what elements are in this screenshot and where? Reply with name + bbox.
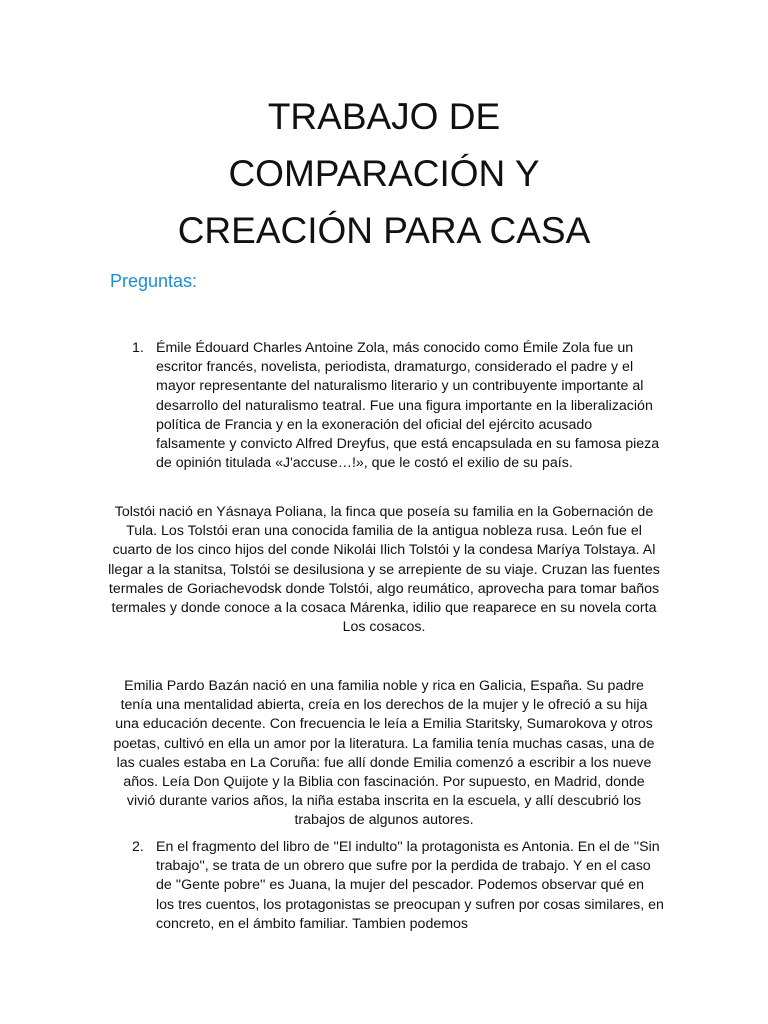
- document-title: [100, 88, 668, 259]
- paragraph-tolstoi: Tolstói nació en Yásnaya Poliana, la finca que poseía su familia en la Gobernación de Tula. Los Tolstói eran una conocida familia de la antigua nobleza rusa. León fue el cuarto de los cinco hijos del conde Nikolái Ilich Tolstói y la condesa Maríya Tolstaya. Al llegar a la stanitsa, Tolstói se desilusiona y se arrepiente de su viaje. Cruzan las fuentes termales de Goriachevodsk donde Tolstói, algo reumático, aprovecha para tomar baños termales y donde conoce a la cosaca Márenka, idilio que reaparece en su novela corta Los cosacos.: [108, 504, 660, 636]
- list-item-2-number: 2.: [132, 839, 144, 855]
- list-item-2-text: En el fragmento del libro de ''El indulto'' la protagonista es Antonia. En el de ''Sin trabajo'', se trata de un obrero que sufre por la perdida de trabajo. Y en el caso de ''Gente pobre'' es Juana, la mujer del pescador. Podemos observar qué en los tres cuentos, los protagonistas se preocupan y sufren por cosas similares, en concreto, en el ámbito familiar. Tambien podemos: [156, 839, 664, 932]
- list-item-1-number: 1.: [132, 340, 144, 356]
- paragraph-pardo-bazan: Emilia Pardo Bazán nació en una familia noble y rica en Galicia, España. Su padre tenía una mentalidad abierta, creía en los derechos de la mujer y le ofreció a su hija una educación decente. Con frecuencia le leía a Emilia Staritsky, Sumarokova y otros poetas, cultivó en ella un amor por la literatura. La familia tenía muchas casas, una de las cuales estaba en La Coruña: fue allí donde Emilia comenzó a escribir a los nueve años. Leía Don Quijote y la Biblia con fascinación. Por supuesto, en Madrid, donde vivió durante varios años, la niña estaba inscrita en la escuela, y allí descubrió los trabajos de algunos autores.: [113, 678, 655, 829]
- list-item-1: [110, 339, 665, 473]
- list-item-2: [110, 838, 665, 934]
- title-line-3: CREACIÓN PARA CASA: [177, 210, 591, 251]
- list-item-1-text: Émile Édouard Charles Antoine Zola, más conocido como Émile Zola fue un escritor francés, novelista, periodista, dramaturgo, considerado el padre y el mayor representante del naturalismo literario y un contribuyente importante al desarrollo del naturalismo teatral. Fue una figura importante en la liberalización política de Francia y en la exoneración del oficial del ejército acusado falsamente y convicto Alfred Dreyfus, que está encapsulada en su famosa pieza de opinión titulada «J'accuse…!», que le costó el exilio de su país.: [156, 340, 660, 472]
- title-line-2: COMPARACIÓN Y: [228, 153, 540, 194]
- questions-heading: Preguntas:: [110, 271, 198, 291]
- title-line-1: TRABAJO DE: [267, 96, 501, 137]
